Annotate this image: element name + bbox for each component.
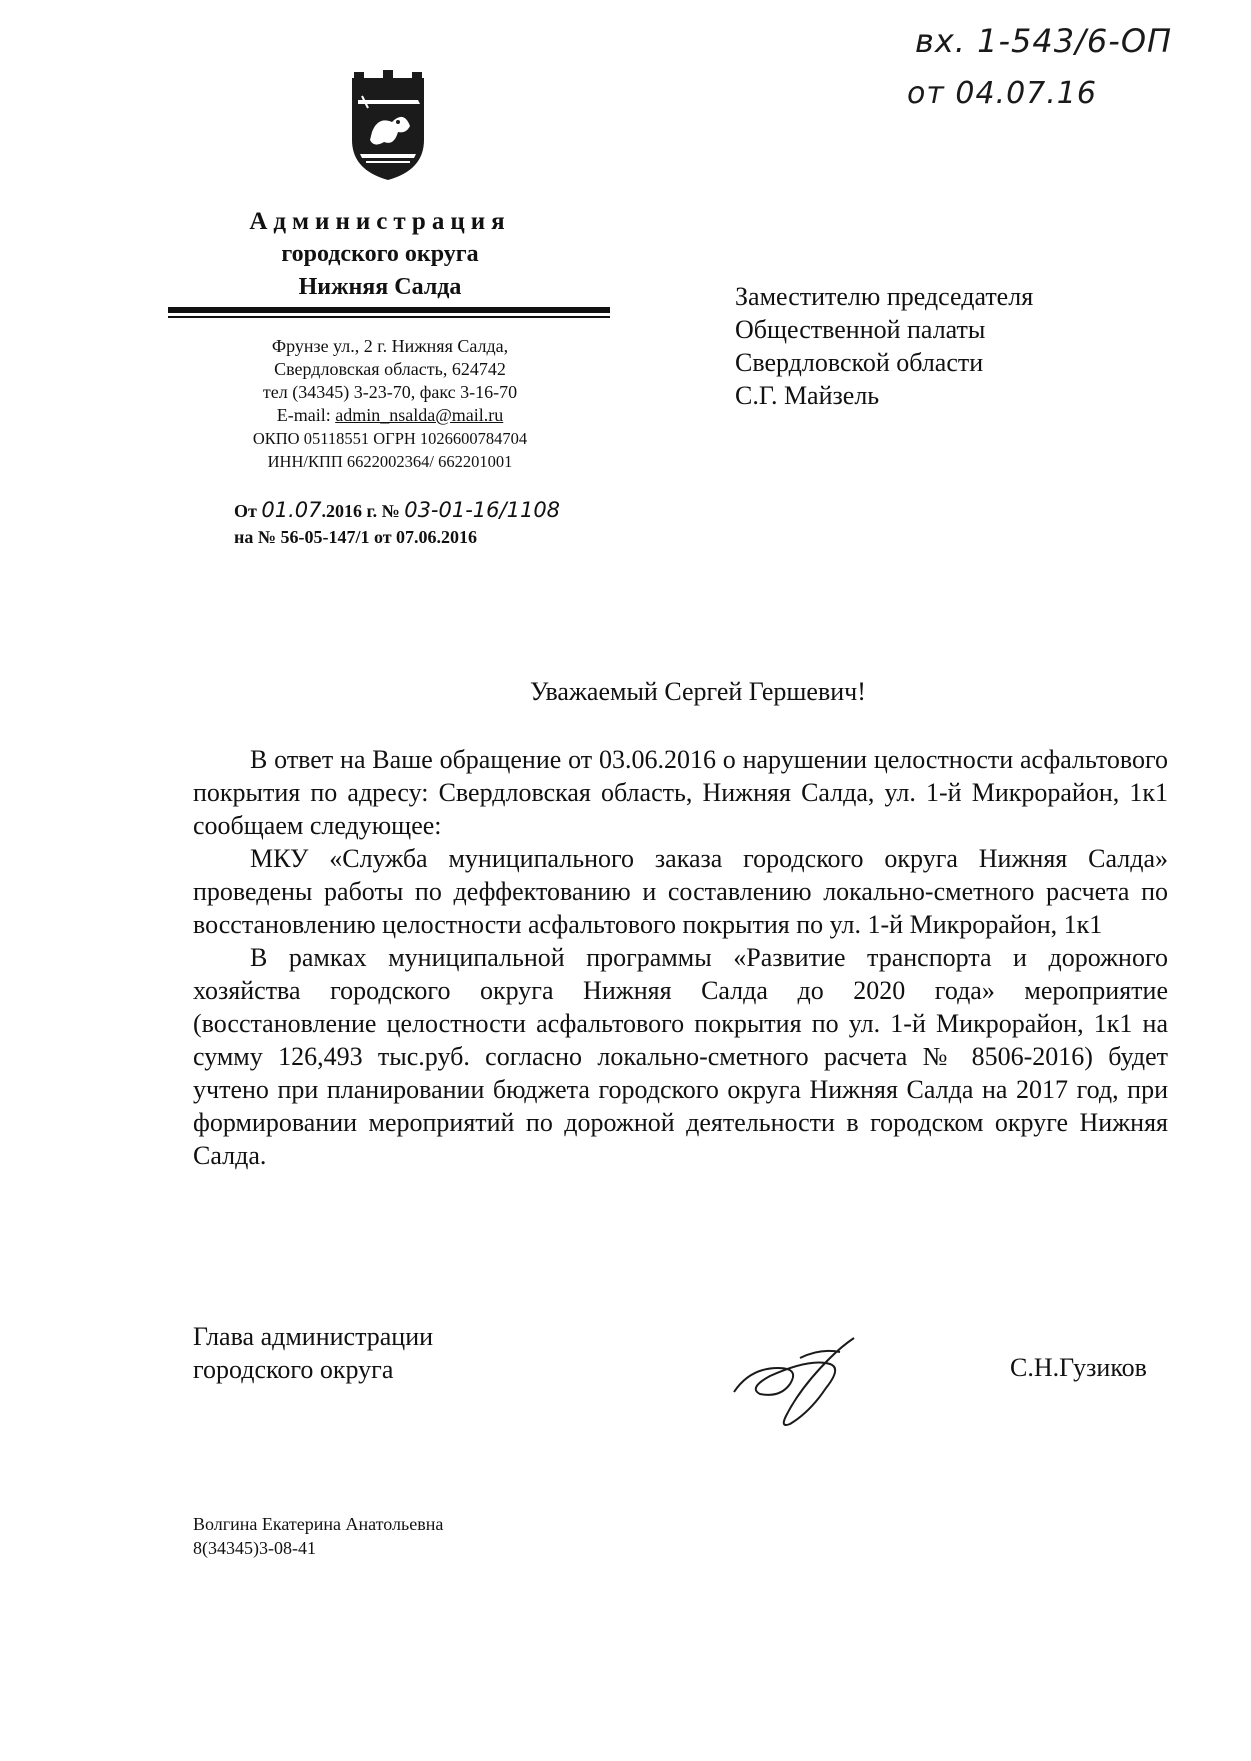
signatory-title-line1: Глава администрации <box>193 1322 434 1351</box>
registration-number: вх. 1-543/6-ОП <box>915 22 1173 60</box>
addressee-line4: С.Г. Майзель <box>735 381 880 410</box>
org-name-line1: Администрация <box>249 208 511 235</box>
letterhead-contacts <box>200 335 580 473</box>
email-link[interactable]: admin_nsalda@mail.ru <box>335 405 504 425</box>
handwritten-outgoing-number: 03-01-16/1108 <box>404 498 561 522</box>
executor-info <box>193 1512 443 1560</box>
phone-fax: тел (34345) 3-23-70, факс 3-16-70 <box>262 382 518 402</box>
body-paragraph-1: В ответ на Ваше обращение от 03.06.2016 о нарушении целостности асфальтового покрытия по адресу: Свердловская область, Нижняя Салда, ул. 1-й Микрорайон, 1к1 сообщаем следующее: <box>193 745 1168 840</box>
signatory-name: С.Н.Гузиков <box>1010 1353 1147 1382</box>
okpo-ogrn: ОКПО 05118551 ОГРН 1026600784704 <box>252 429 528 448</box>
email-row <box>200 404 580 427</box>
addressee-block <box>735 280 1033 412</box>
salutation: Уважаемый Сергей Гершевич! <box>530 677 866 706</box>
addressee-line1: Заместителю председателя <box>735 282 1034 311</box>
body-paragraph-3: В рамках муниципальной программы «Развитие транспорта и дорожного хозяйства городского округа Нижняя Салда до 2020 года» мероприятие (восстановление целостности асфальтового покрытия по ул. 1-й Микрорайон, 1к1 на сумму 126,493 тыс.руб. согласно локально-сметного расчета № 8506-2016) будет учтено при планировании бюджета городского округа Нижняя Салда на 2017 год, при формировании мероприятий по дорожной деятельности в городском округе Нижняя Салда. <box>193 943 1168 1170</box>
executor-name: Волгина Екатерина Анатольевна <box>193 1514 444 1534</box>
body-paragraph-2: МКУ «Служба муниципального заказа городского округа Нижняя Салда» проведены работы по деффектованию и составлению локально-сметного расчета по восстановлению целостности асфальтового покрытия по ул. 1-й Микрорайон, 1к1 <box>193 844 1168 939</box>
org-name-line3: Нижняя Салда <box>298 274 462 300</box>
letterhead-rule-thick <box>168 307 610 313</box>
outgoing-reference <box>234 497 560 550</box>
incoming-registration-note <box>905 20 1225 120</box>
org-name-line2: городского округа <box>281 241 479 267</box>
letter-body <box>193 743 1168 1172</box>
inn-kpp: ИНН/КПП 6622002364/ 662201001 <box>267 452 513 471</box>
from-prefix: От <box>234 501 262 521</box>
letterhead-rule-thin <box>168 316 610 318</box>
executor-phone: 8(34345)3-08-41 <box>193 1538 316 1558</box>
address-line2: Свердловская область, 624742 <box>274 359 506 379</box>
year-suffix: .2016 г. № <box>321 501 405 521</box>
registration-date: от 04.07.16 <box>907 76 1097 111</box>
signatory-title-line2: городского округа <box>193 1355 394 1384</box>
signatory-title <box>193 1320 433 1386</box>
city-coat-of-arms-icon <box>348 70 428 182</box>
email-label: E-mail: <box>276 405 336 425</box>
addressee-line2: Общественной палаты <box>735 315 986 344</box>
reply-to-reference: на № 56-05-147/1 от 07.06.2016 <box>234 527 478 547</box>
handwritten-date: 01.07 <box>261 498 322 522</box>
addressee-line3: Свердловской области <box>735 348 984 377</box>
organization-name <box>150 205 610 304</box>
handwritten-signature-icon <box>730 1328 880 1428</box>
outgoing-date-number <box>234 497 560 524</box>
address-line1: Фрунзе ул., 2 г. Нижняя Салда, <box>271 336 509 356</box>
